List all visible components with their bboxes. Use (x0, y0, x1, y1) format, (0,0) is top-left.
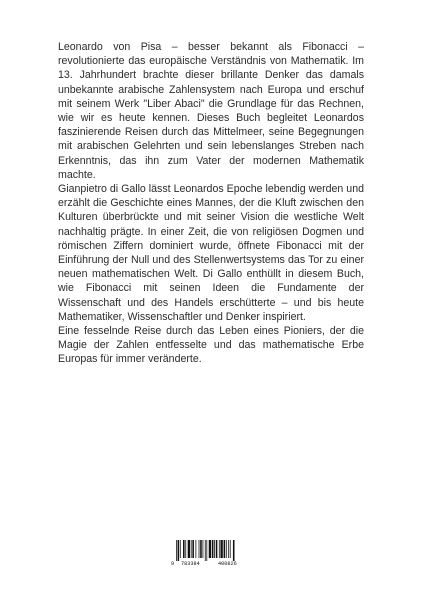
barcode-right-group: 400826 (218, 561, 237, 567)
barcode-bar (219, 540, 220, 558)
barcode-bar (199, 540, 200, 558)
barcode-bar (178, 540, 180, 561)
blurb-paragraph-3: Eine fesselnde Reise durch das Leben eines Pioniers, der die Magie der Zahlen entfesselte und das mathematische Erbe Europas für immer veränderte. (58, 325, 364, 366)
blurb-paragraph-2: Gianpietro di Gallo lässt Leonardos Epoche lebendig werden und erzählt die Geschichte eines Mannes, der die Kluft zwischen den Kulturen überbrückte und mit seiner Vision die westliche Welt nachhaltig prägte. In einer Zeit, die von religiösen Dogmen und römischen Ziffern dominiert wurde, öffnete Fibonacci mit der Einführung der Null und des Stellenwertsystems das Tor zu einer neuen mathematischen Welt. Di Gallo enthüllt in diesem Buch, wie Fibonacci mit seinen Ideen die Fundamente der Wissenschaft und des Handels erschütterte – und bis heute Mathematiker, Wissenschaftler und Denker inspiriert. (58, 183, 364, 323)
barcode-bar (185, 540, 186, 558)
blurb-text (58, 40, 364, 367)
barcode-digits (170, 560, 254, 568)
barcode-first-digit: 9 (171, 561, 175, 567)
barcode-bar (228, 540, 229, 558)
isbn-barcode (170, 540, 254, 568)
barcode-bar (220, 540, 222, 558)
blurb-paragraph-1: Leonardo von Pisa – besser bekannt als Fibonacci – revolutionierte das europäische Verständnis von Mathematik. Im 13. Jahrhundert brachte dieser brillante Denker das damals unbekannte arabische Zahlensystem nach Europa und erschuf mit seinem Werk "Liber Abaci" die Grundlage für das Rechnen, wie wir es heute kennen. Dieses Buch begleitet Leonardos faszinierende Reisen durch das Mittelmeer, seine Begegnungen mit arabischen Gelehrten und sein lebenslanges Streben nach Erkenntnis, das ihn zum Vater der modernen Mathematik machte. (58, 41, 364, 181)
barcode-bar (183, 540, 185, 558)
barcode-bar (230, 540, 231, 558)
barcode-bar (176, 540, 177, 561)
barcode-bar (205, 540, 206, 561)
barcode-bar (224, 540, 226, 558)
barcode-bar (209, 540, 211, 558)
barcode-bar (212, 540, 214, 558)
barcode-bar (200, 540, 202, 558)
barcode-left-group: 783384 (181, 561, 200, 567)
barcode-bar (226, 540, 227, 558)
barcode-bar (203, 540, 204, 558)
barcode-bar (191, 540, 192, 558)
barcode-bar (192, 540, 194, 558)
barcode-bar (233, 540, 235, 561)
barcode-bars (170, 540, 254, 561)
barcode-bar (180, 540, 181, 558)
barcode-bar (214, 540, 215, 558)
barcode-bar (216, 540, 218, 558)
barcode-bar (188, 540, 190, 558)
barcode-bar (196, 540, 197, 558)
barcode-bar (206, 540, 207, 561)
